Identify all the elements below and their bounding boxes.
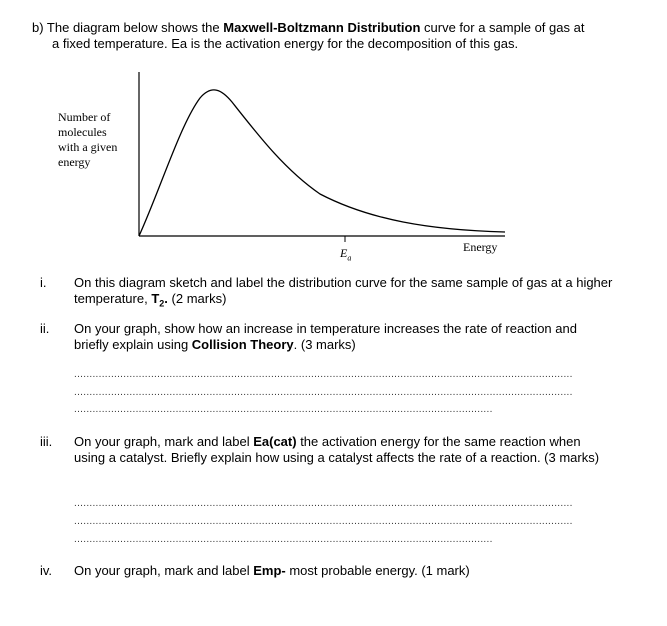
question-iii: [40, 434, 640, 484]
question-number: iii.: [40, 434, 53, 449]
question-text: On your graph, show how an increase in temperature increases the rate of reaction and briefly explain using Collision Theory. (3 marks): [74, 321, 577, 352]
answer-line[interactable]: ..................................................................................................................................................................: [74, 369, 573, 380]
y-axis-label: [58, 110, 138, 170]
answer-line[interactable]: ..................................................................................................................................................................: [74, 516, 573, 527]
question-text: On your graph, mark and label Ea(cat) the activation energy for the same reaction when using a catalyst. Briefly explain how using a catalyst affects the rate of a reaction. (3 marks): [74, 434, 600, 465]
intro-line2: a fixed temperature. Ea is the activation energy for the decomposition of this gas.: [52, 36, 519, 51]
distribution-curve: [139, 90, 505, 236]
ea-label: $E_a$: [340, 246, 352, 263]
answer-line[interactable]: ..................................................................................................................................................................: [74, 498, 573, 509]
y-axis-label-line: with a given: [58, 140, 118, 154]
answer-line[interactable]: ........................................................................................................................................: [74, 404, 493, 415]
intro-suffix: curve for a sample of gas at: [420, 20, 585, 35]
question-text: On this diagram sketch and label the distribution curve for the same sample of gas at a higher temperature, $T_2$. (2 marks): [74, 275, 613, 309]
question-iv: [40, 563, 640, 581]
question-ii: [40, 321, 640, 355]
question-number: i.: [40, 275, 47, 290]
x-axis-label: Energy: [463, 240, 498, 254]
answer-line[interactable]: ........................................................................................................................................: [74, 534, 493, 545]
intro-bold: Maxwell-Boltzmann Distribution: [223, 20, 421, 35]
question-text: On your graph, mark and label Emp- most probable energy. (1 mark): [74, 563, 470, 578]
answer-line[interactable]: ..................................................................................................................................................................: [74, 387, 573, 398]
question-i: [40, 275, 640, 309]
question-number: ii.: [40, 321, 50, 336]
y-axis-label-line: energy: [58, 155, 91, 169]
y-axis-label-line: molecules: [58, 125, 107, 139]
question-number: iv.: [40, 563, 53, 578]
y-axis-label-line: Number of: [58, 110, 111, 124]
intro-prefix: b) The diagram below shows the: [32, 20, 224, 35]
